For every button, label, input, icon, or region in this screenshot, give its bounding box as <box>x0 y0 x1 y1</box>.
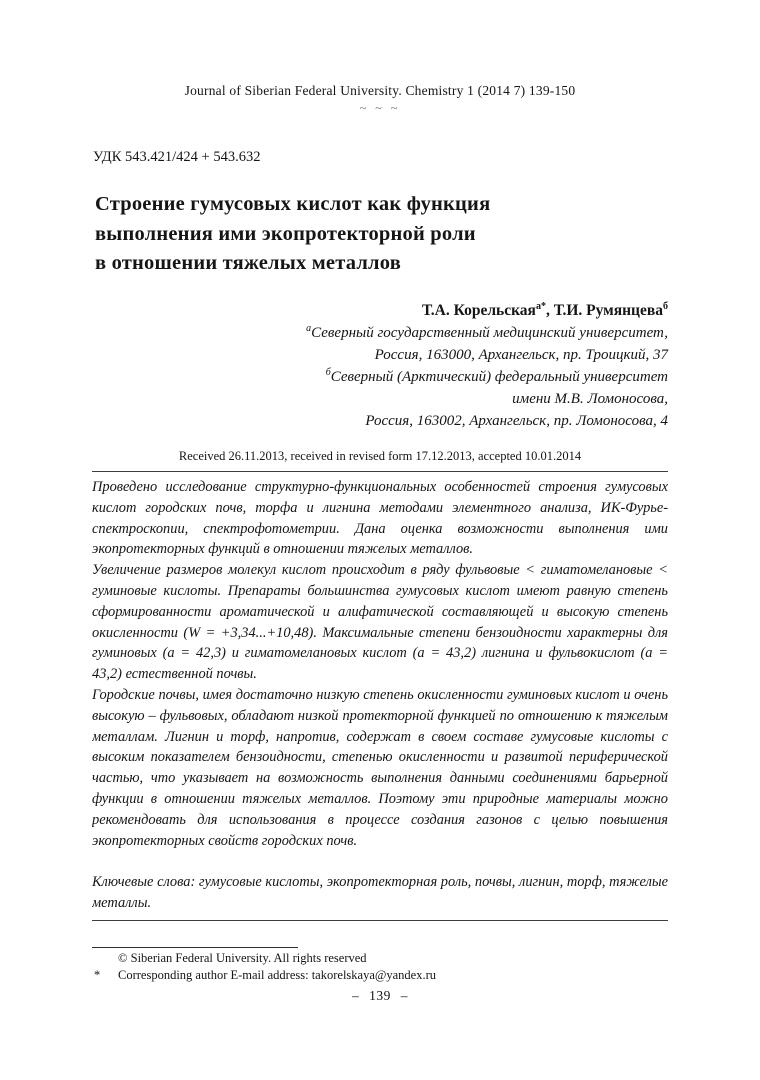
author-affiliation-sup-1: а* <box>535 300 546 312</box>
copyright-line: © Siberian Federal University. All rights reserved <box>118 951 367 965</box>
affiliation-text-5: Россия, 163002, Архангельск, пр. Ломоносова, 4 <box>365 413 668 429</box>
divider-rule-top <box>92 471 668 472</box>
tilde-separator: ~ ~ ~ <box>359 101 401 115</box>
affiliation-sup-b: б <box>325 367 331 378</box>
abstract-paragraph-2: Увеличение размеров молекул кислот происходит в ряду фульвовые < гиматомелановые < гуминовые кислоты. Препараты большинства гумусовых кислот имеют равную степень сформированности ароматической и алифатической составляющей и высокую степень окисленности (W = +3,34...+10,48). Максимальные степени бензоидности характерны для гуминовых (a = 42,3) и гиматомелановых кислот (a = 43,2) лигнина и фульвокислот (a = 43,2) естественной почвы. <box>92 562 668 683</box>
affiliation-text-1: Северный государственный медицинский университет, <box>311 325 668 341</box>
article-title <box>95 190 671 279</box>
received-dates-line: Received 26.11.2013, received in revised form 17.12.2013, accepted 10.01.2014 <box>178 449 582 463</box>
footnote-asterisk: * <box>94 968 101 982</box>
title-line-2: выполнения ими экопротекторной роли <box>95 222 476 245</box>
title-line-1: Строение гумусовых кислот как функция <box>95 193 491 215</box>
affiliation-line-3 <box>92 366 668 388</box>
corresponding-author-footnote <box>94 968 654 983</box>
footnote-rule <box>92 947 298 948</box>
affiliation-text-4: имени М.В. Ломоносова, <box>512 391 668 407</box>
author-name-1: Т.А. Корельская <box>422 302 536 319</box>
divider-rule-bottom <box>92 920 668 921</box>
abstract-paragraph-1: Проведено исследование структурно-функциональных особенностей строения гумусовых кислот городских почв, торфа и лигнина методами элементного анализа, ИК-Фурье-спектроскопии, спектрофотометрии. Дана оценка возможности выполнения ими экопротекторных функций в отношении тяжелых металлов. <box>92 479 668 558</box>
affiliation-line-2 <box>92 344 668 366</box>
affiliation-text-2: Россия, 163000, Архангельск, пр. Троицкий, 37 <box>374 347 668 363</box>
udc-code: УДК 543.421/424 + 543.632 <box>93 149 261 165</box>
abstract-block <box>92 477 668 919</box>
footnote-text: Corresponding author E-mail address: takorelskaya@yandex.ru <box>118 968 437 982</box>
affiliation-line-5 <box>92 410 668 432</box>
affiliation-sup-a: а <box>306 323 312 334</box>
author-name-2: , Т.И. Румянцева <box>545 302 663 319</box>
byline-block <box>92 299 668 432</box>
title-line-3: в отношении тяжелых металлов <box>95 252 401 274</box>
abstract-paragraph-3: Городские почвы, имея достаточно низкую степень окисленности гуминовых кислот и очень высокую – фульвовых, обладают низкой протекторной функцией по отношению к тяжелым металлам. Лигнин и торф, напротив, содержат в своем составе гумусовые кислоты с высоким показателем бензоидности, степенью окисленности и развитой периферической частью, что указывает на возможность выполнения данными соединениями барьерной функции в отношении тяжелых металлов. Поэтому эти природные материалы можно рекомендовать для использования в процессе создания газонов с целью повышения экопротекторных свойств городских почв. <box>92 686 668 849</box>
author-affiliation-sup-2: б <box>663 300 668 312</box>
keywords-line: Ключевые слова: гумусовые кислоты, экопротекторная роль, почвы, лигнин, торф, тяжелые металлы. <box>92 874 668 912</box>
journal-header: Journal of Siberian Federal University. Chemistry 1 (2014 7) 139-150 <box>184 83 576 98</box>
affiliation-text-3: Северный (Арктический) федеральный университет <box>330 369 668 385</box>
affiliation-line-4 <box>92 388 668 410</box>
authors-line <box>92 299 668 322</box>
affiliation-line-1 <box>92 322 668 344</box>
page-number: – 139 – <box>352 988 408 1003</box>
